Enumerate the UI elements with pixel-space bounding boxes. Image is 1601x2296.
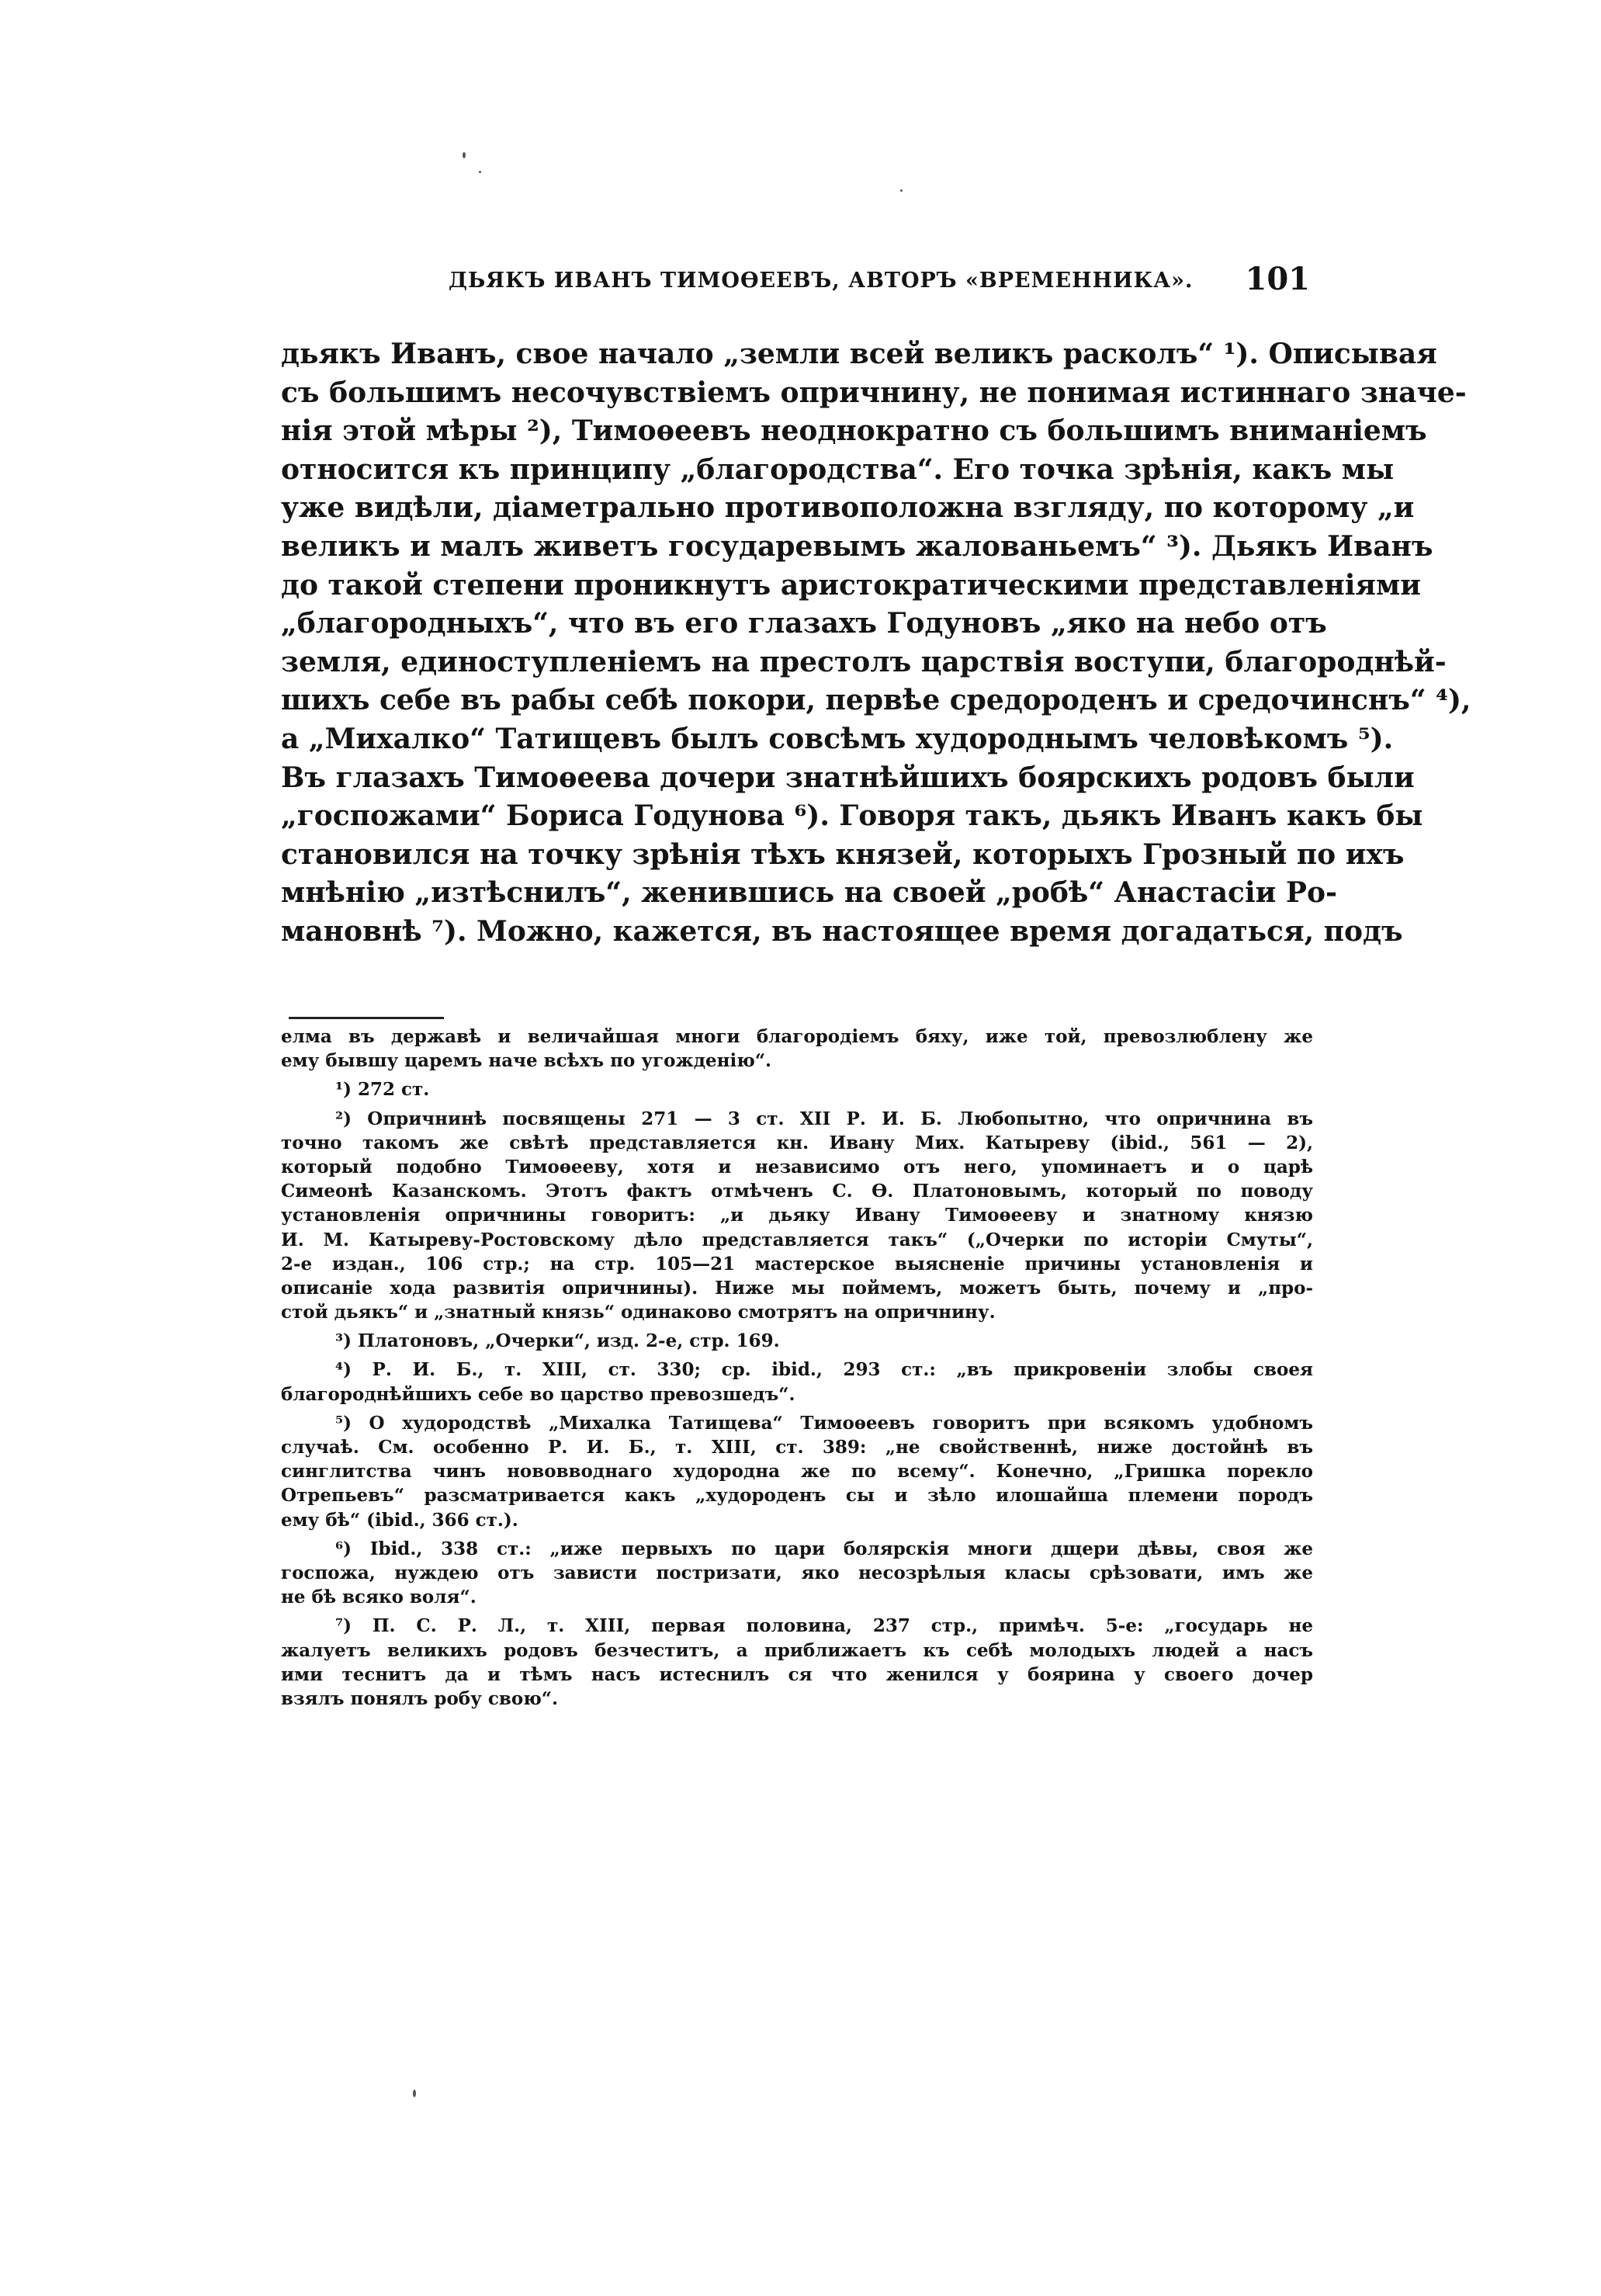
text-line: мнѣнію „изтѣснилъ“, женившись на своей „робѣ“ Анастасіи Ро-: [281, 876, 1337, 910]
text-line: шихъ себе въ рабы себѣ покори, первѣе средороденъ и средочинснъ“ ⁴),: [281, 684, 1471, 717]
footnote-line: 2-е издан., 106 стр.; на стр. 105—21 мастерское выясненіе причины установленія и: [281, 1253, 1313, 1275]
footnote-line: И. М. Катыреву-Ростовскому дѣло представляется такъ“ („Очерки по исторіи Смуты“,: [281, 1229, 1313, 1250]
footnote-line: ему бѣ“ (ibid., 366 ст.).: [281, 1509, 518, 1531]
footnote-line: взялъ понялъ робу свою“.: [281, 1687, 559, 1709]
footnote-line: ими теснитъ да и тѣмъ насъ истеснилъ ся что женился у боярина у своего дочер: [281, 1663, 1313, 1685]
text-line: Въ глазахъ Тимоѳеева дочери знатнѣйшихъ боярскихъ родовъ были: [281, 761, 1415, 794]
footnote-line: стой дьякъ“ и „знатный князь“ одинаково смотрятъ на опричнину.: [281, 1302, 996, 1323]
main-text: [281, 335, 1471, 952]
text-line: относится къ принципу „благородства“. Его точка зрѣнія, какъ мы: [281, 453, 1395, 486]
footnotes: [281, 1025, 1313, 1711]
footnote-line: Отрепьевъ“ разсматривается какъ „худороденъ сы и зѣло илошайша племени породъ: [281, 1485, 1313, 1507]
footnote-continuation: [281, 1025, 1313, 1073]
footnote-line: Симеонѣ Казанскомъ. Этотъ фактъ отмѣченъ С. Ѳ. Платоновымъ, который по поводу: [281, 1181, 1313, 1202]
scan-speck: [413, 2090, 416, 2097]
text-line: а „Михалко“ Татищевъ былъ совсѣмъ худороднымъ человѣкомъ ⁵).: [281, 722, 1394, 755]
footnote-line: ³) Платоновъ, „Очерки“, изд. 2-е, стр. 169.: [335, 1330, 780, 1352]
footnote-line: госпожа, нуждею отъ зависти постризати, яко несозрѣлыя класы срѣзовати, имъ же: [281, 1562, 1313, 1583]
text-line: уже видѣли, діаметрально противоположна взгляду, по которому „и: [281, 491, 1415, 525]
running-title: ДЬЯКЪ ИВАНЪ ТИМОѲЕЕВЪ, АВТОРЪ «ВРЕМЕННИКА».: [449, 269, 1194, 293]
footnote-line: описаніе хода развитія опричнины). Ниже мы поймемъ, можетъ быть, почему и „про-: [281, 1277, 1313, 1299]
text-line: великъ и малъ живетъ государевымъ жалованьемъ“ ³). Дьякъ Иванъ: [281, 529, 1433, 563]
text-line: до такой степени проникнутъ аристократическими представленіями: [281, 568, 1422, 602]
footnote-line: ⁴) Р. И. Б., т. XIII, ст. 330; ср. ibid., 293 ст.: „въ прикровеніи злобы своея: [335, 1359, 1313, 1381]
text-line: съ большимъ несочувствіемъ опричнину, не понимая истиннаго значе-: [281, 376, 1467, 409]
text-line: „госпожами“ Бориса Годунова ⁶). Говоря такъ, дьякъ Иванъ какъ бы: [281, 799, 1423, 833]
footnote-rule: [289, 1017, 444, 1019]
footnote-line: ⁵) О худородствѣ „Михалка Татищева“ Тимоѳеевъ говоритъ при всякомъ удобномъ: [335, 1412, 1313, 1434]
footnote-line: благороднѣйшихъ себе во царство превозшедъ“.: [281, 1383, 795, 1405]
footnote-line: ему бывшу царемъ наче всѣхъ по угожденію“.: [281, 1050, 772, 1072]
scan-speck: [900, 189, 903, 192]
footnote-line: который подобно Тимоѳееву, хотя и независимо отъ него, упоминаетъ и о царѣ: [281, 1156, 1313, 1177]
footnote-2: [281, 1107, 1313, 1325]
text-line: нія этой мѣры ²), Тимоѳеевъ неоднократно съ большимъ вниманіемъ: [281, 414, 1427, 448]
scan-speck: [479, 171, 481, 173]
footnote-5: [281, 1411, 1313, 1532]
running-head: [293, 261, 1310, 300]
footnote-line: ⁷) П. С. Р. Л., т. XIII, первая половина, 237 стр., примѣч. 5-е: „государь не: [335, 1615, 1313, 1637]
footnote-line: ¹) 272 ст.: [335, 1079, 430, 1101]
page-number: 101: [1245, 261, 1310, 297]
footnote-6: [281, 1537, 1313, 1610]
footnote-1: [281, 1077, 1313, 1101]
footnote-4: [281, 1358, 1313, 1406]
footnote-7: [281, 1614, 1313, 1711]
footnote-line: установленія опричнины говоритъ: „и дьяку Ивану Тимоѳееву и знатному князю: [281, 1205, 1313, 1226]
footnote-line: жалуетъ великихъ родовъ безчеститъ, а приближаетъ къ себѣ молодыхъ людей а насъ: [281, 1639, 1313, 1661]
footnote-line: ⁶) Ibid., 338 ст.: „иже первыхъ по цари болярскія многи дщери дѣвы, своя же: [335, 1538, 1313, 1559]
footnote-line: случаѣ. См. особенно Р. И. Б., т. XIII, ст. 389: „не свойственнѣ, ниже достойнѣ въ: [281, 1437, 1313, 1458]
footnote-line: синглитства чинъ нововводнаго худородна же по всему“. Конечно, „Гришка порекло: [281, 1461, 1313, 1483]
text-line: становился на точку зрѣнія тѣхъ князей, которыхъ Грозный по ихъ: [281, 838, 1405, 871]
text-line: „благородныхъ“, что въ его глазахъ Годуновъ „яко на небо отъ: [281, 607, 1327, 640]
text-line: дьякъ Иванъ, свое начало „земли всей великъ расколъ“ ¹). Описывая: [281, 338, 1437, 370]
text-line: мановнѣ ⁷). Можно, кажется, въ настоящее время догадаться, подъ: [281, 914, 1403, 948]
footnote-line: ²) Опричнинѣ посвящены 271 — 3 ст. XII Р. И. Б. Любопытно, что опричнина въ: [335, 1108, 1313, 1129]
footnote-line: не бѣ всяко воля“.: [281, 1587, 476, 1608]
footnote-3: [281, 1329, 1313, 1353]
footnote-line: елма въ державѣ и величайшая многи благородіемъ бяху, иже той, превозлюблену же: [281, 1026, 1313, 1047]
text-line: земля, единоступленіемъ на престолъ царствія воступи, благороднѣй-: [281, 645, 1447, 678]
scan-speck: [463, 152, 466, 158]
footnote-line: точно такомъ же свѣтѣ представляется кн. Ивану Мих. Катыреву (ibid., 561 — 2),: [281, 1132, 1313, 1153]
